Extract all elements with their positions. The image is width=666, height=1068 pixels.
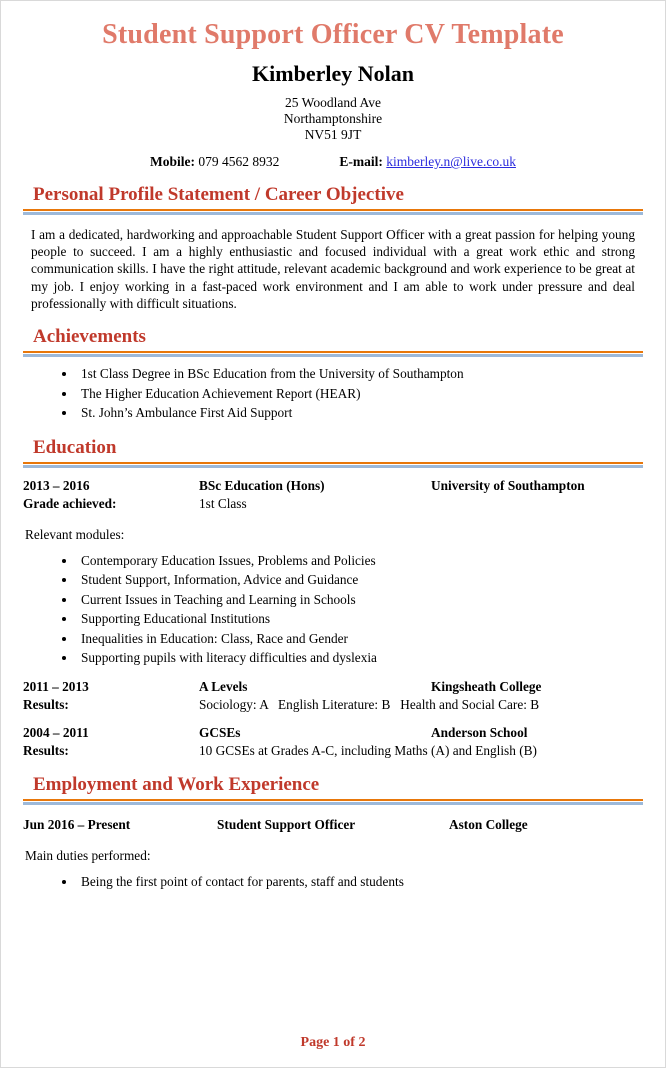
achievements-list — [23, 364, 643, 423]
duties-list — [23, 872, 643, 892]
list-item: • Supporting Educational Institutions — [77, 609, 643, 629]
education-qualification: GCSEs — [199, 724, 241, 740]
page-title: Student Support Officer CV Template — [102, 19, 564, 50]
employment-job-title: Student Support Officer — [217, 816, 356, 832]
list-item: • 1st Class Degree in BSc Education from the University of Southampton — [77, 364, 643, 384]
email-label: E-mail: — [339, 154, 383, 169]
divider-achievements — [23, 351, 643, 356]
contact-row — [23, 154, 643, 170]
education-detail-value: Sociology: A English Literature: B Health and Social Care: B — [199, 696, 540, 712]
relevant-modules-list — [23, 551, 643, 668]
section-heading-employment: Employment and Work Experience — [33, 773, 320, 795]
education-dates: 2013 – 2016 — [23, 477, 90, 493]
employment-entry-header — [23, 816, 643, 834]
divider-profile — [23, 209, 643, 214]
address-line-2: Northamptonshire — [283, 111, 383, 126]
address-line-3: NV51 9JT — [304, 127, 362, 142]
list-item: • The Higher Education Achievement Report (HEAR) — [77, 384, 643, 404]
mobile-label: Mobile: — [150, 154, 196, 169]
mobile-contact — [150, 154, 279, 170]
education-qualification: BSc Education (Hons) — [199, 477, 325, 493]
mobile-value: 079 4562 8932 — [198, 154, 280, 169]
education-detail-label: Results: — [23, 696, 69, 712]
divider-education — [23, 462, 643, 467]
profile-text: I am a dedicated, hardworking and approachable Student Support Officer with a great passion for helping young people to succeed. I am a highly enthusiastic and focused individual with a great work ethic and strong communication skills. I have the right attitude, relevant academic background and work experience to be great at my job. I enjoy working in a fast-paced work environment and I am able to work under pressure and deal professionally with difficult situations. — [31, 227, 635, 311]
education-entry-gcses — [23, 724, 643, 760]
education-institution: Anderson School — [431, 724, 528, 740]
candidate-address — [23, 95, 643, 143]
section-heading-profile: Personal Profile Statement / Career Objective — [33, 184, 404, 205]
list-item: • Current Issues in Teaching and Learning in Schools — [77, 590, 643, 610]
employment-employer: Aston College — [449, 816, 528, 832]
education-detail-label: Results: — [23, 742, 69, 758]
relevant-modules-label: Relevant modules: — [25, 526, 125, 542]
education-dates: 2004 – 2011 — [23, 724, 89, 740]
candidate-name: Kimberley Nolan — [252, 61, 414, 86]
list-item: • Contemporary Education Issues, Problems and Policies — [77, 551, 643, 571]
divider-employment — [23, 799, 643, 804]
education-qualification: A Levels — [199, 678, 248, 694]
education-entry-degree — [23, 477, 643, 668]
page-footer: Page 1 of 2 — [300, 1035, 366, 1050]
address-line-1: 25 Woodland Ave — [285, 95, 381, 110]
education-dates: 2011 – 2013 — [23, 678, 89, 694]
education-institution: Kingsheath College — [431, 678, 542, 694]
education-detail-value: 1st Class — [199, 495, 247, 511]
education-institution: University of Southampton — [431, 477, 585, 493]
employment-dates: Jun 2016 – Present — [23, 816, 131, 832]
section-heading-achievements: Achievements — [33, 326, 146, 348]
education-detail-value: 10 GCSEs at Grades A-C, including Maths (A) and English (B) — [199, 742, 537, 758]
list-item: • Supporting pupils with literacy difficulties and dyslexia — [77, 648, 643, 668]
education-detail-label: Grade achieved: — [23, 495, 117, 511]
section-heading-education: Education — [33, 436, 117, 458]
duties-label: Main duties performed: — [25, 847, 151, 863]
list-item: • St. John’s Ambulance First Aid Support — [77, 403, 643, 423]
email-link[interactable]: kimberley.n@live.co.uk — [386, 154, 516, 169]
list-item: • Inequalities in Education: Class, Race and Gender — [77, 629, 643, 649]
email-contact — [339, 154, 516, 170]
list-item: • Student Support, Information, Advice and Guidance — [77, 570, 643, 590]
education-entry-alevels — [23, 678, 643, 714]
list-item: • Being the first point of contact for parents, staff and students — [77, 872, 643, 892]
